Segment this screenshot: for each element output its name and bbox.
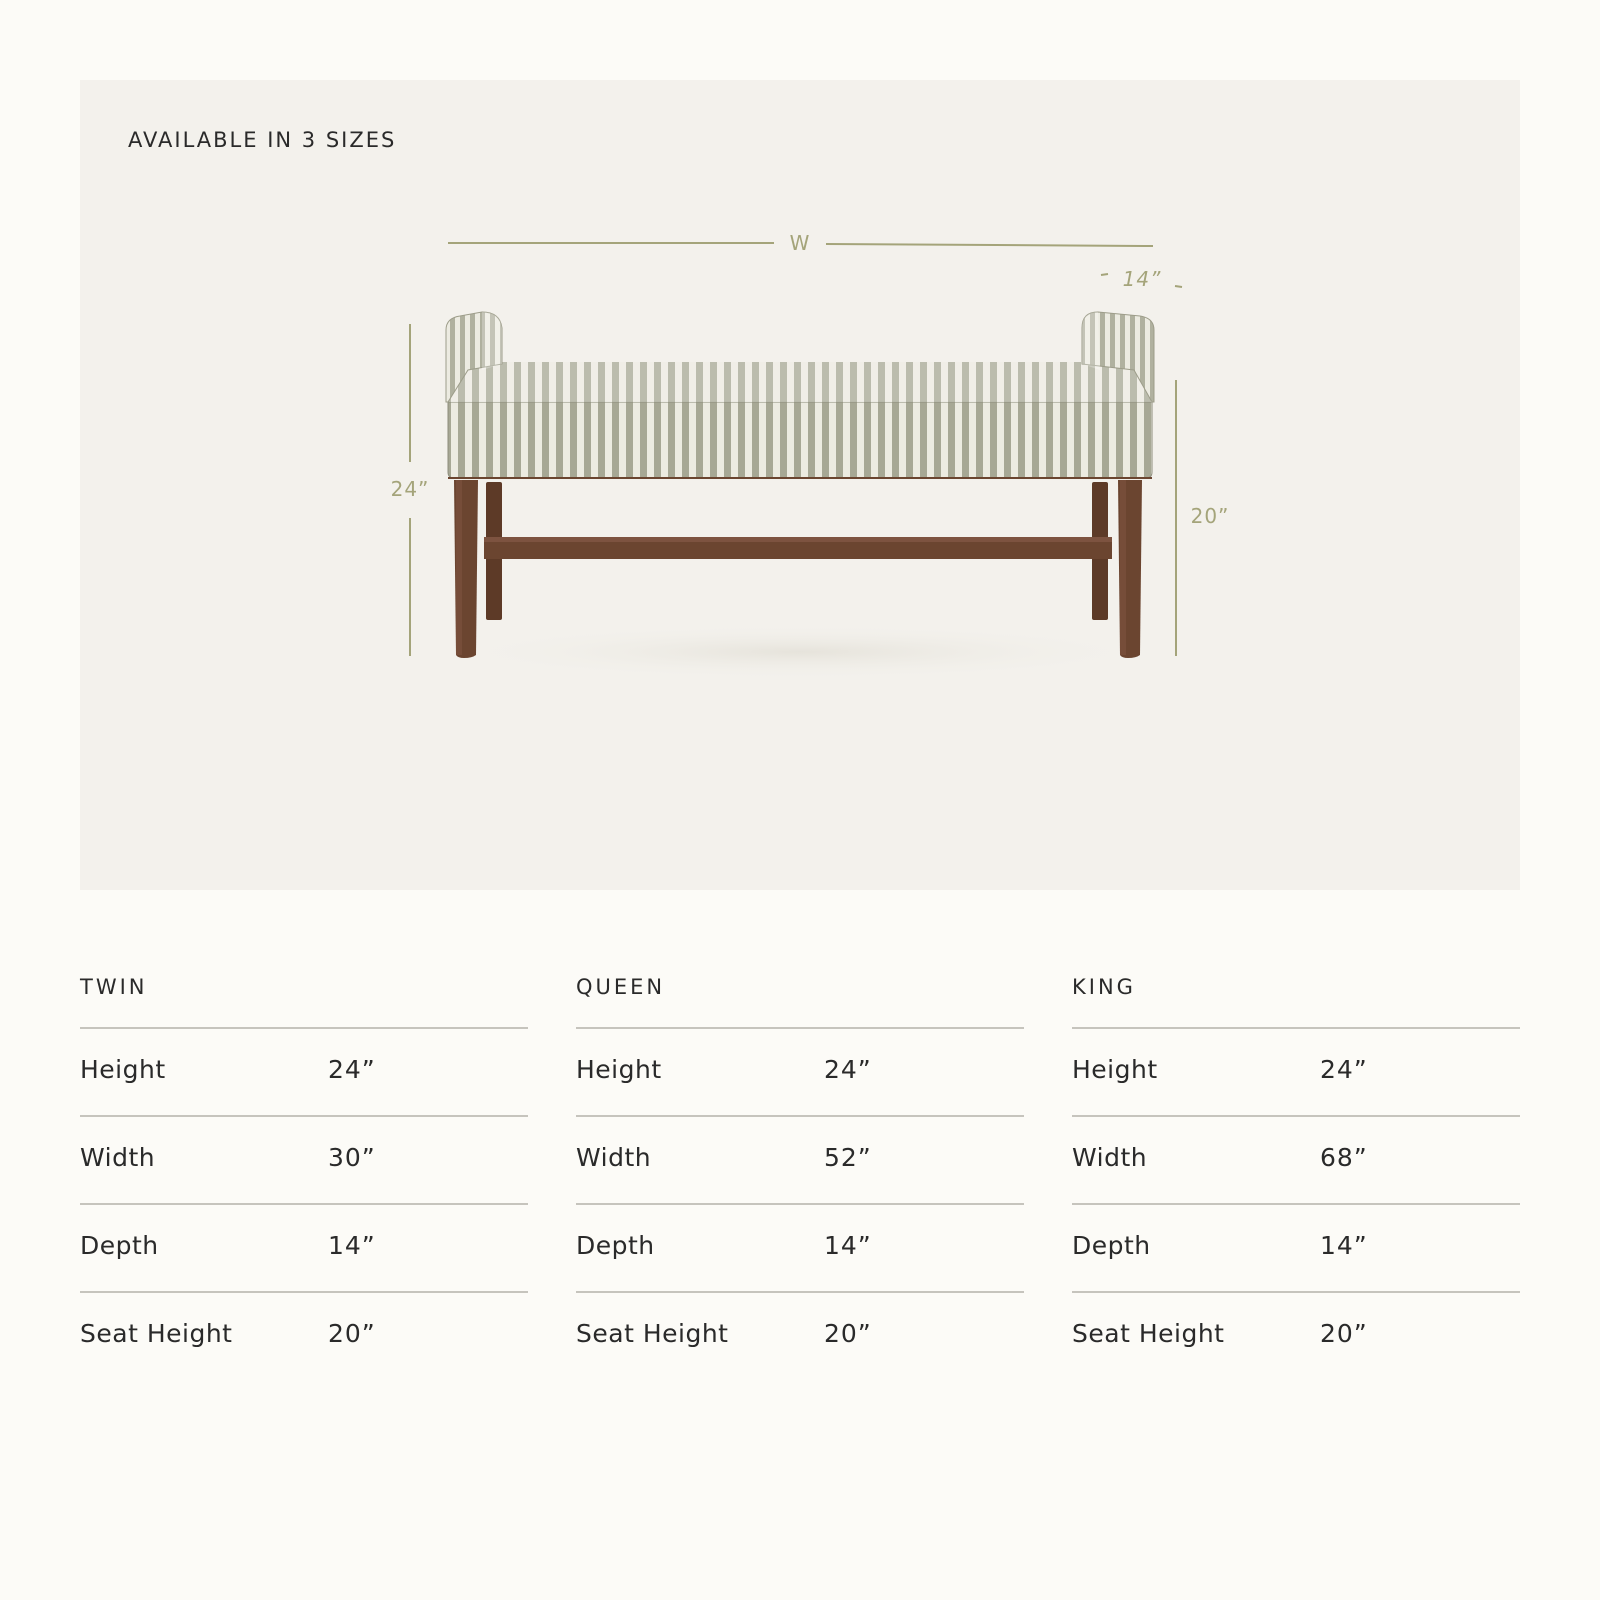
spec-label: Depth (576, 1231, 655, 1260)
available-sizes-heading: AVAILABLE IN 3 SIZES (128, 128, 397, 152)
size-title: KING (1072, 975, 1136, 999)
spec-label: Height (1072, 1055, 1158, 1084)
spec-value: 20” (824, 1319, 872, 1348)
spec-row (80, 1027, 528, 1115)
product-image-panel (80, 80, 1520, 890)
spec-value: 14” (824, 1231, 872, 1260)
spec-value: 30” (328, 1143, 376, 1172)
spec-label: Width (576, 1143, 652, 1172)
spec-row (576, 1291, 1024, 1379)
spec-row (80, 1291, 528, 1379)
spec-value: 14” (1320, 1231, 1368, 1260)
spec-value: 24” (1320, 1055, 1368, 1084)
spec-row (576, 1027, 1024, 1115)
spec-label: Seat Height (80, 1319, 233, 1348)
bench-cushion (448, 402, 1152, 478)
size-column-queen (576, 970, 1024, 1379)
spec-row (1072, 1203, 1520, 1291)
height-dimension-label: 24” (390, 477, 430, 501)
spec-label: Height (80, 1055, 166, 1084)
size-title: TWIN (80, 975, 148, 999)
spec-row (1072, 1115, 1520, 1203)
spec-row (1072, 1027, 1520, 1115)
spec-label: Depth (80, 1231, 159, 1260)
spec-row (576, 1203, 1024, 1291)
spec-row (80, 1203, 528, 1291)
spec-value: 24” (824, 1055, 872, 1084)
spec-label: Seat Height (576, 1319, 729, 1348)
depth-tick-right (1175, 286, 1182, 287)
spec-value: 20” (1320, 1319, 1368, 1348)
floor-shadow (440, 624, 1160, 680)
spec-label: Depth (1072, 1231, 1151, 1260)
spec-label: Seat Height (1072, 1319, 1225, 1348)
spec-value: 20” (328, 1319, 376, 1348)
depth-dimension-label: 14” (1122, 267, 1162, 291)
spec-row (80, 1115, 528, 1203)
spec-value: 14” (328, 1231, 376, 1260)
spec-label: Width (1072, 1143, 1148, 1172)
seat-height-dimension-label: 20” (1190, 504, 1230, 528)
spec-row (1072, 1291, 1520, 1379)
spec-row (576, 1115, 1024, 1203)
width-dimension-line-right (826, 244, 1153, 246)
depth-tick-left (1101, 274, 1108, 275)
spec-value: 52” (824, 1143, 872, 1172)
bench-dimension-illustration (80, 80, 1520, 890)
spec-value: 24” (328, 1055, 376, 1084)
spec-label: Width (80, 1143, 156, 1172)
spec-value: 68” (1320, 1143, 1368, 1172)
size-column-king (1072, 970, 1520, 1379)
size-column-twin (80, 970, 528, 1379)
spec-label: Height (576, 1055, 662, 1084)
width-dimension-label: W (789, 231, 811, 255)
size-title: QUEEN (576, 975, 666, 999)
